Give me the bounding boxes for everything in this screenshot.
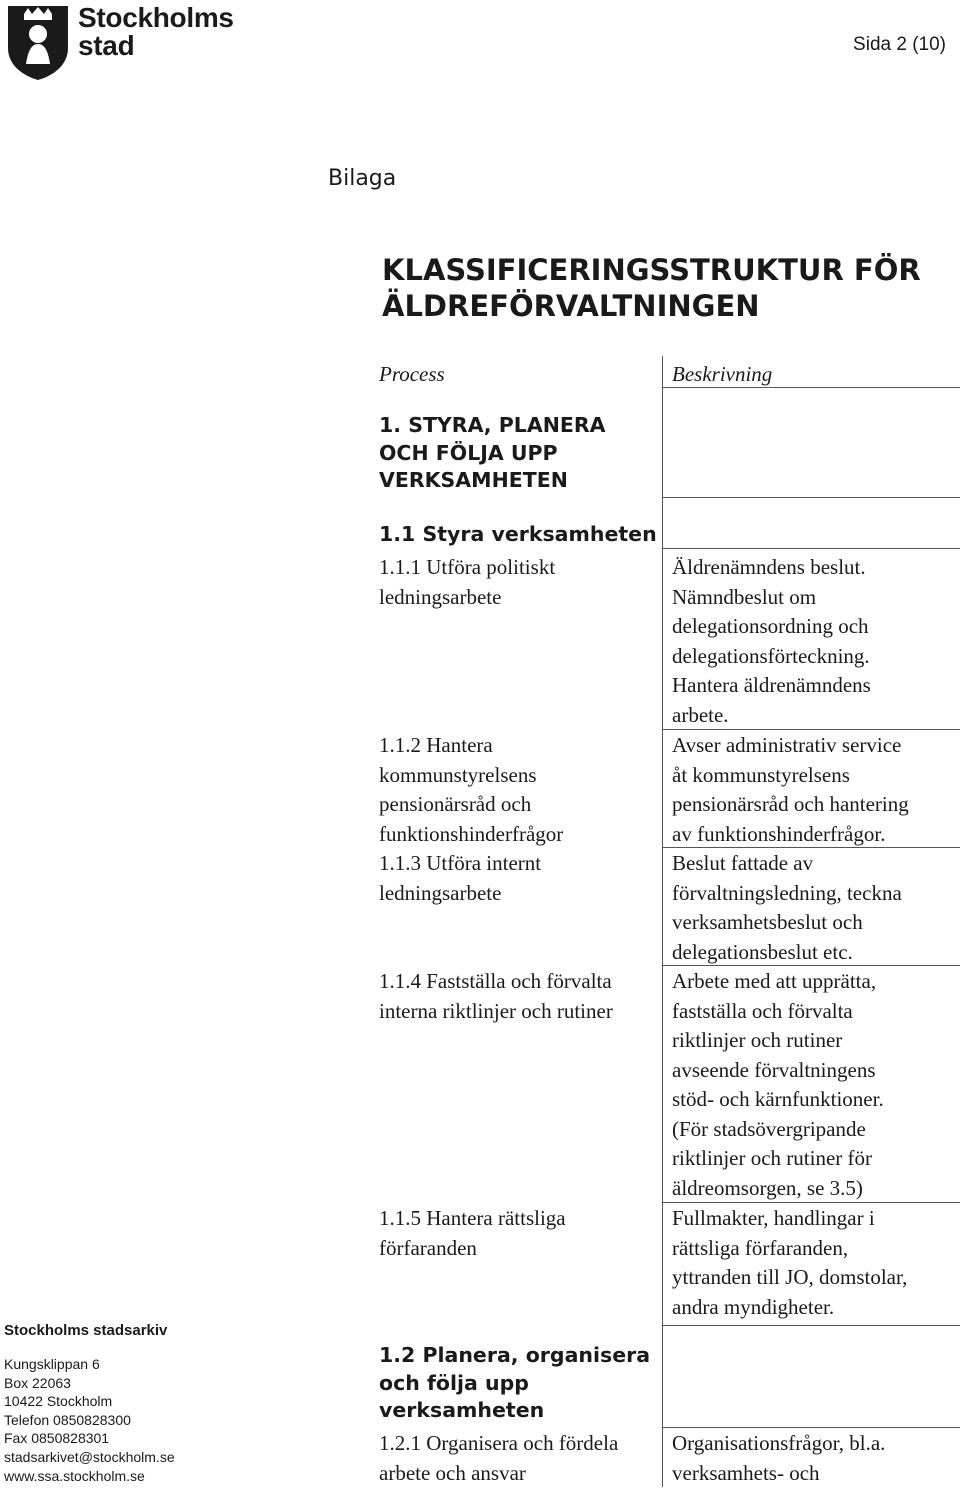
process-line: ledningsarbete [379,583,661,613]
process-line: 1.1.5 Hantera rättsliga [379,1204,661,1234]
description-line: förvaltningsledning, teckna [672,879,960,909]
subsection-heading [379,1342,661,1425]
process-cell [379,553,661,612]
section-heading-line: 1. STYRA, PLANERA [379,412,661,440]
column-header-description: Beskrivning [672,360,960,390]
stockholm-logo [6,4,234,80]
footer-line: Box 22063 [4,1374,175,1393]
description-line: yttranden till JO, domstolar, [672,1263,960,1293]
description-cell [672,731,960,849]
title-line-2: ÄLDREFÖRVALTNINGEN [382,288,921,324]
document-title [382,252,921,324]
footer-org-name: Stockholms stadsarkiv [4,1322,175,1339]
page-number: Sida 2 (10) [853,34,946,56]
process-cell [379,1429,661,1488]
process-line: 1.1.4 Fastställa och förvalta [379,967,661,997]
row-rule [662,1427,960,1428]
column-header-process: Process [379,360,661,390]
description-line: äldreomsorgen, se 3.5) [672,1174,960,1204]
footer-line: Kungsklippan 6 [4,1355,175,1374]
process-line: arbete och ansvar [379,1459,661,1488]
process-line: 1.1.2 Hantera [379,731,661,761]
description-cell [672,553,960,730]
title-line-1: KLASSIFICERINGSSTRUKTUR FÖR [382,252,921,288]
column-divider [662,356,663,1487]
section-heading [379,412,661,495]
description-line: verksamhetsbeslut och [672,908,960,938]
footer-address [4,1322,175,1485]
description-line: fastställa och förvalta [672,997,960,1027]
crown-shield-icon [6,4,70,80]
description-line: Hantera äldrenämndens [672,671,960,701]
description-line: Beslut fattade av [672,849,960,879]
process-cell [379,967,661,1026]
row-rule [662,1325,960,1326]
description-line: åt kommunstyrelsens [672,761,960,791]
subsection-heading: 1.1 Styra verksamheten [379,521,661,549]
description-line: riktlinjer och rutiner [672,1026,960,1056]
description-cell [672,1204,960,1322]
description-line: avseende förvaltningens [672,1056,960,1086]
description-line: stöd- och kärnfunktioner. [672,1085,960,1115]
description-line: delegationsordning och [672,612,960,642]
process-line: 1.1.1 Utföra politiskt [379,553,661,583]
footer-line: 10422 Stockholm [4,1392,175,1411]
description-cell [672,849,960,967]
subsection-heading-line: verksamheten [379,1397,661,1425]
process-line: 1.2.1 Organisera och fördela [379,1429,661,1459]
description-line: Äldrenämndens beslut. [672,553,960,583]
process-line: förfaranden [379,1234,661,1264]
row-rule [662,497,960,498]
description-line: Arbete med att upprätta, [672,967,960,997]
logo-wordmark [78,4,234,60]
logo-text-line2: stad [78,32,234,60]
description-line: arbete. [672,701,960,731]
description-line: riktlinjer och rutiner för [672,1144,960,1174]
process-line: 1.1.3 Utföra internt [379,849,661,879]
process-cell [379,1204,661,1263]
process-line: pensionärsråd och [379,790,661,820]
footer-email[interactable]: stadsarkivet@stockholm.se [4,1448,175,1467]
description-line: rättsliga förfaranden, [672,1234,960,1264]
description-cell [672,1429,960,1488]
description-line: (För stadsövergripande [672,1115,960,1145]
description-line: verksamhets- och [672,1459,960,1488]
process-cell [379,849,661,908]
subsection-heading-line: 1.2 Planera, organisera [379,1342,661,1370]
description-line: pensionärsråd och hantering [672,790,960,820]
description-line: delegationsförteckning. [672,642,960,672]
description-line: delegationsbeslut etc. [672,938,960,968]
section-heading-line: OCH FÖLJA UPP [379,440,661,468]
description-cell [672,967,960,1203]
description-line: Avser administrativ service [672,731,960,761]
description-line: Fullmakter, handlingar i [672,1204,960,1234]
description-line: Nämndbeslut om [672,583,960,613]
section-heading-line: VERKSAMHETEN [379,467,661,495]
process-line: funktionshinderfrågor [379,820,661,850]
description-line: av funktionshinderfrågor. [672,820,960,850]
footer-phone: Telefon 0850828300 [4,1411,175,1430]
subsection-heading-line: och följa upp [379,1370,661,1398]
process-cell [379,731,661,849]
process-line: ledningsarbete [379,879,661,909]
row-rule [662,548,960,549]
description-line: andra myndigheter. [672,1293,960,1323]
process-line: kommunstyrelsens [379,761,661,791]
appendix-label: Bilaga [328,166,396,191]
footer-fax: Fax 0850828301 [4,1429,175,1448]
process-line: interna riktlinjer och rutiner [379,997,661,1027]
description-line: Organisationsfrågor, bl.a. [672,1429,960,1459]
footer-website[interactable]: www.ssa.stockholm.se [4,1467,175,1486]
logo-text-line1: Stockholms [78,4,234,32]
